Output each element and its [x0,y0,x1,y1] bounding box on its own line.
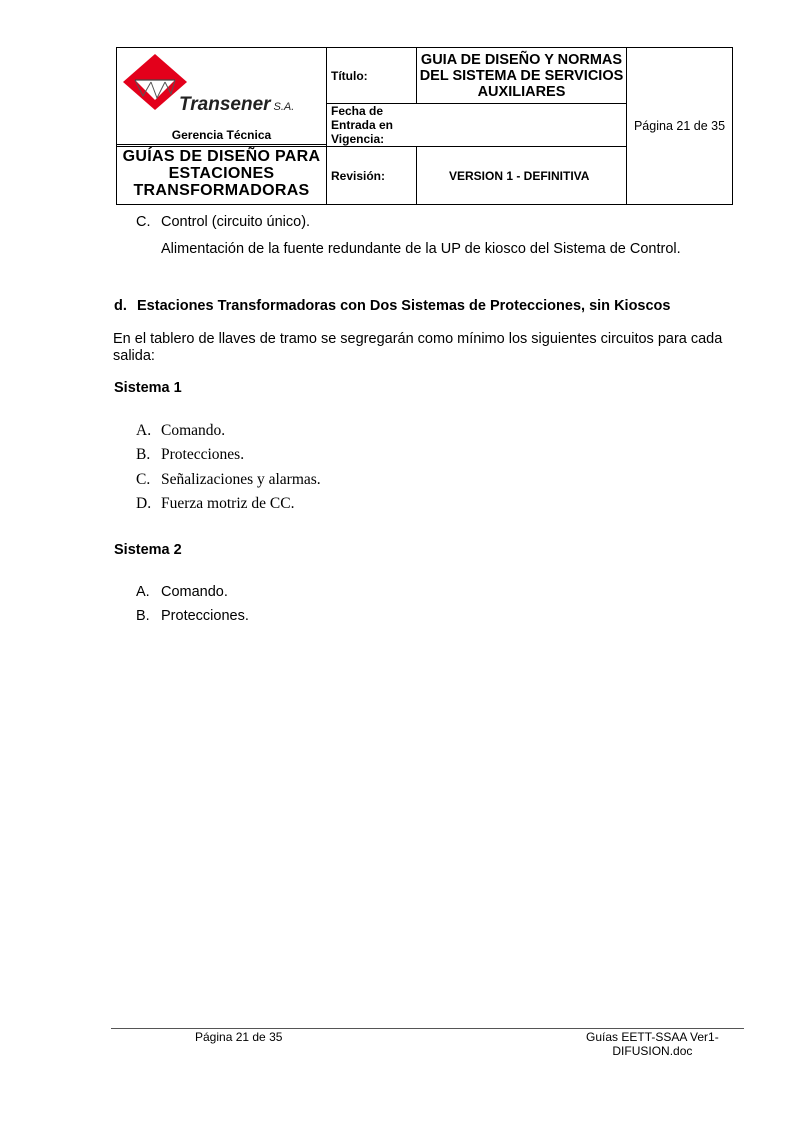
sistema2-heading: Sistema 2 [114,542,182,558]
company-logo-text: Transener S.A. [179,94,295,115]
sistema1-item-c-marker: C. [136,471,151,488]
sistema1-item-b-text: Protecciones. [161,446,245,463]
intro-paragraph-line1: En el tablero de llaves de tramo se segregarán como mínimo los siguientes circuitos para cada [113,331,723,347]
sistema1-item-a-marker: A. [136,422,152,439]
document-header-table [116,47,733,205]
list-item-c-marker: C. [136,214,151,230]
footer-file-name: Guías EETT-SSAA Ver1- DIFUSION.doc [586,1030,719,1058]
doc-type-cell [117,127,327,205]
document-title: GUIA DE DISEÑO Y NORMAS DEL SISTEMA DE SERVICIOS AUXILIARES [417,48,627,104]
sistema2-item-b-text: Protecciones. [161,608,249,624]
sistema1-item-d-marker: D. [136,495,152,512]
section-d-marker: d. [114,298,127,314]
company-logo-cell [117,48,327,147]
page-indicator: Página 21 de 35 [627,48,733,205]
sistema1-item-b-marker: B. [136,446,151,463]
footer-divider [111,1028,744,1029]
sistema2-item-b-marker: B. [136,608,150,624]
revision-label: Revisión: [327,147,417,205]
sistema1-item-c-text: Señalizaciones y alarmas. [161,471,321,488]
fecha-label: Fecha de Entrada en Vigencia: [327,104,627,147]
intro-paragraph-line2: salida: [113,348,155,364]
section-d-title: Estaciones Transformadoras con Dos Sistemas de Protecciones, sin Kioscos [137,298,671,314]
revision-value: VERSION 1 - DEFINITIVA [417,147,627,205]
doc-type-title: GUÍAS DE DISEÑO PARA ESTACIONES TRANSFORMADORAS [122,147,321,199]
department-label: Gerencia Técnica [117,127,326,145]
sistema1-heading: Sistema 1 [114,380,182,396]
footer-page-number: Página 21 de 35 [195,1030,283,1044]
titulo-label: Título: [327,48,417,104]
sistema2-item-a-marker: A. [136,584,150,600]
list-item-c-text: Control (circuito único). [161,214,311,230]
sistema2-item-a-text: Comando. [161,584,228,600]
list-item-c-detail: Alimentación de la fuente redundante de la UP de kiosco del Sistema de Control. [161,241,681,257]
sistema1-item-d-text: Fuerza motriz de CC. [161,495,295,512]
sistema1-item-a-text: Comando. [161,422,226,439]
